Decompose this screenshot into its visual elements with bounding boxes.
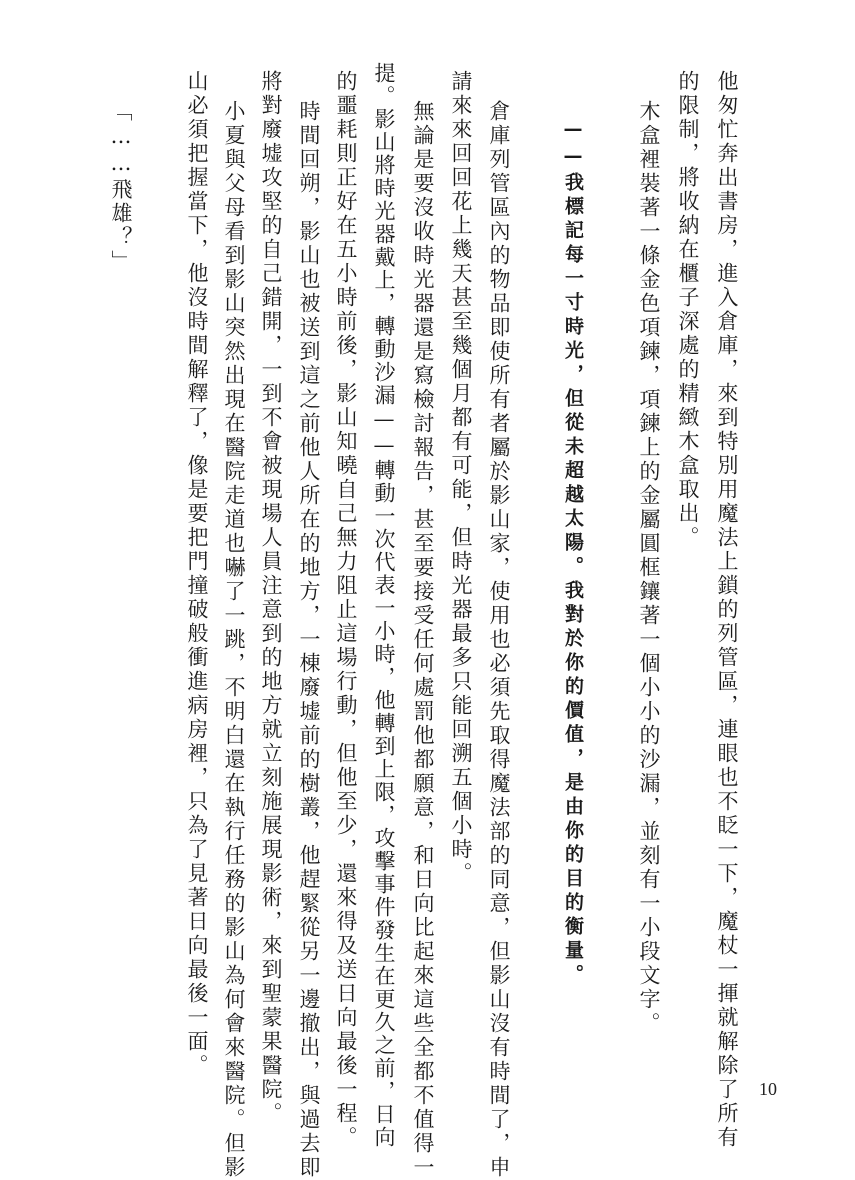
text-column-9: 的噩耗則正好在五小時前後，影山知曉自己無力阻止這場行動，但他至少，還來得及送日向最後一程。 xyxy=(334,70,358,1150)
page-number: 10 xyxy=(759,1079,777,1099)
text-column-12: 小夏與父母看到影山突然出現在醫院走道也嚇了一跳，不明白還在執行任務的影山為何會來醫院。但影 xyxy=(222,100,246,1180)
text-column-5: 倉庫列管區內的物品即使所有者屬於影山家，使用也必須先取得魔法部的同意，但影山沒有時間了，申 xyxy=(487,100,511,1180)
text-column-10: 時間回朔，影山也被送到這之前他人所在的地方，一棟廢墟前的樹叢，他趕緊從另一邊撤出，與過去即 xyxy=(297,100,321,1180)
text-column-3: 木盒裡裝著一條金色項鍊，項鍊上的金屬圓框鑲著一個小小的沙漏，並刻有一小段文字。 xyxy=(637,100,661,1036)
text-column-2: 的限制，將收納在櫃子深處的精緻木盒取出。 xyxy=(676,70,700,550)
text-column-11: 將對廢墟攻堅的自己錯開，一到不會被現場人員注意到的地方就立刻施展現影術，來到聖蒙果醫院。 xyxy=(259,70,283,1126)
text-column-6: 請來來回回花上幾天甚至幾個月都有可能，但時光器最多只能回溯五個小時。 xyxy=(449,70,473,886)
dialogue-line: 「……飛雄？」 xyxy=(109,100,133,274)
inscription-quote: ——我標記每一寸時光，但從未超越太陽。我對於你的價值，是由你的目的衡量。 xyxy=(562,118,584,988)
text-column-13: 山必須把握當下，他沒時間解釋了，像是要把門撞破般衝進病房裡，只為了見著日向最後一面。 xyxy=(185,70,209,1078)
text-column-7: 無論是要沒收時光器還是寫檢討報告，甚至要接受任何處罰他都願意，和日向比起來這些全都不值得一 xyxy=(411,100,435,1180)
text-column-8: 提。影山將時光器戴上，轉動沙漏——轉動一次代表一小時，他轉到上限，攻擊事件發生在更久之前，日向 xyxy=(372,62,396,1149)
text-column-1: 他匆忙奔出書房，進入倉庫，來到特別用魔法上鎖的列管區，連眼也不眨一下，魔杖一揮就解除了所有 xyxy=(715,70,739,1150)
